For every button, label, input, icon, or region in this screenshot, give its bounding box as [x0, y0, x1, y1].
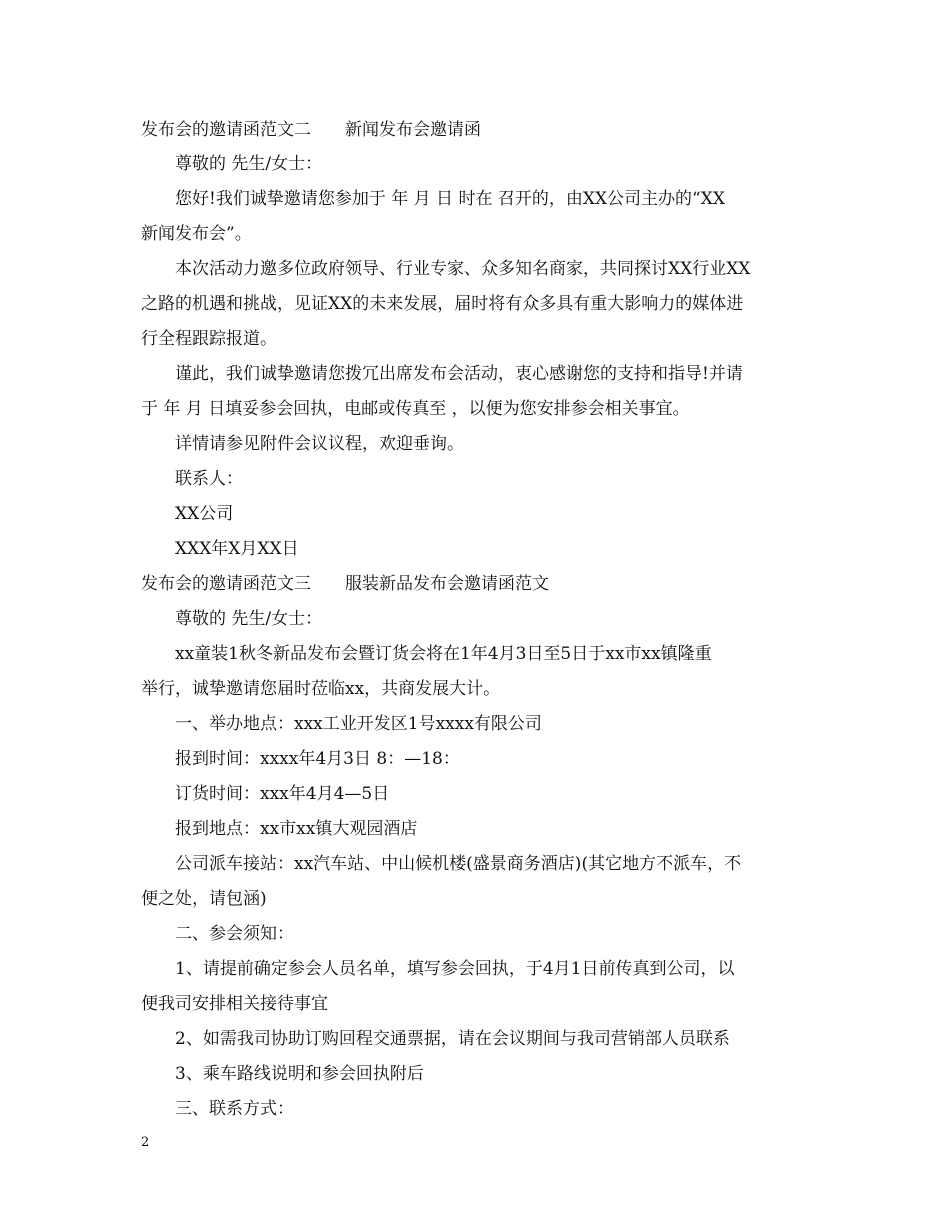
list-item: 便之处，请包涵) — [141, 889, 267, 909]
section-heading: 发布会的邀请函范文二 新闻发布会邀请函 — [141, 120, 481, 140]
list-item: 报到地点：xx市xx镇大观园酒店 — [141, 819, 418, 839]
salutation: 尊敬的 先生/女士： — [141, 609, 323, 629]
paragraph-line: 谨此，我们诚挚邀请您拨冗出席发布会活动，衷心感谢您的支持和指导!并请 — [141, 364, 743, 384]
company-name: XX公司 — [141, 504, 234, 524]
paragraph-line: 详情请参见附件会议议程，欢迎垂询。 — [141, 434, 464, 454]
paragraph-line: 行全程跟踪报道。 — [141, 329, 277, 349]
list-item: 2、如需我司协助订购回程交通票据，请在会议期间与我司营销部人员联系 — [141, 1029, 730, 1049]
list-item: 3、乘车路线说明和参会回执附后 — [141, 1064, 424, 1084]
paragraph-line: 本次活动力邀多位政府领导、行业专家、众多知名商家，共同探讨XX行业XX — [141, 259, 751, 279]
contact-label: 联系人： — [141, 469, 243, 489]
list-item: 便我司安排相关接待事宜 — [141, 994, 328, 1014]
section-heading: 发布会的邀请函范文三 服装新品发布会邀请函范文 — [141, 574, 549, 594]
salutation: 尊敬的 先生/女士： — [141, 154, 323, 174]
paragraph-line: 于 年 月 日填妥参会回执，电邮或传真至 ，以便为您安排参会相关事宜。 — [141, 399, 690, 419]
list-item: 一、举办地点：xxx工业开发区1号xxxx有限公司 — [141, 714, 542, 734]
paragraph-line: xx童装1秋冬新品发布会暨订货会将在1年4月3日至5日于xx市xx镇隆重 — [141, 644, 712, 664]
list-item: 公司派车接站：xx汽车站、中山候机楼(盛景商务酒店)(其它地方不派车，不 — [141, 854, 742, 874]
list-item: 1、请提前确定参会人员名单，填写参会回执，于4月1日前传真到公司，以 — [141, 959, 735, 979]
date-line: XXX年X月XX日 — [141, 539, 299, 559]
page-number: 2 — [141, 1135, 150, 1150]
paragraph-line: 之路的机遇和挑战，见证XX的未来发展，届时将有众多具有重大影响力的媒体进 — [141, 294, 744, 314]
list-item: 订货时间：xxx年4月4—5日 — [141, 784, 390, 804]
paragraph-line: 举行，诚挚邀请您届时莅临xx，共商发展大计。 — [141, 679, 501, 699]
list-item: 报到时间：xxxx年4月3日 8：—18： — [141, 749, 460, 769]
list-item: 三、联系方式： — [141, 1099, 294, 1119]
paragraph-line: 新闻发布会”。 — [141, 224, 252, 244]
paragraph-line: 您好!我们诚挚邀请您参加于 年 月 日 时在 召开的，由XX公司主办的“XX — [141, 189, 725, 209]
list-item: 二、参会须知： — [141, 924, 294, 944]
